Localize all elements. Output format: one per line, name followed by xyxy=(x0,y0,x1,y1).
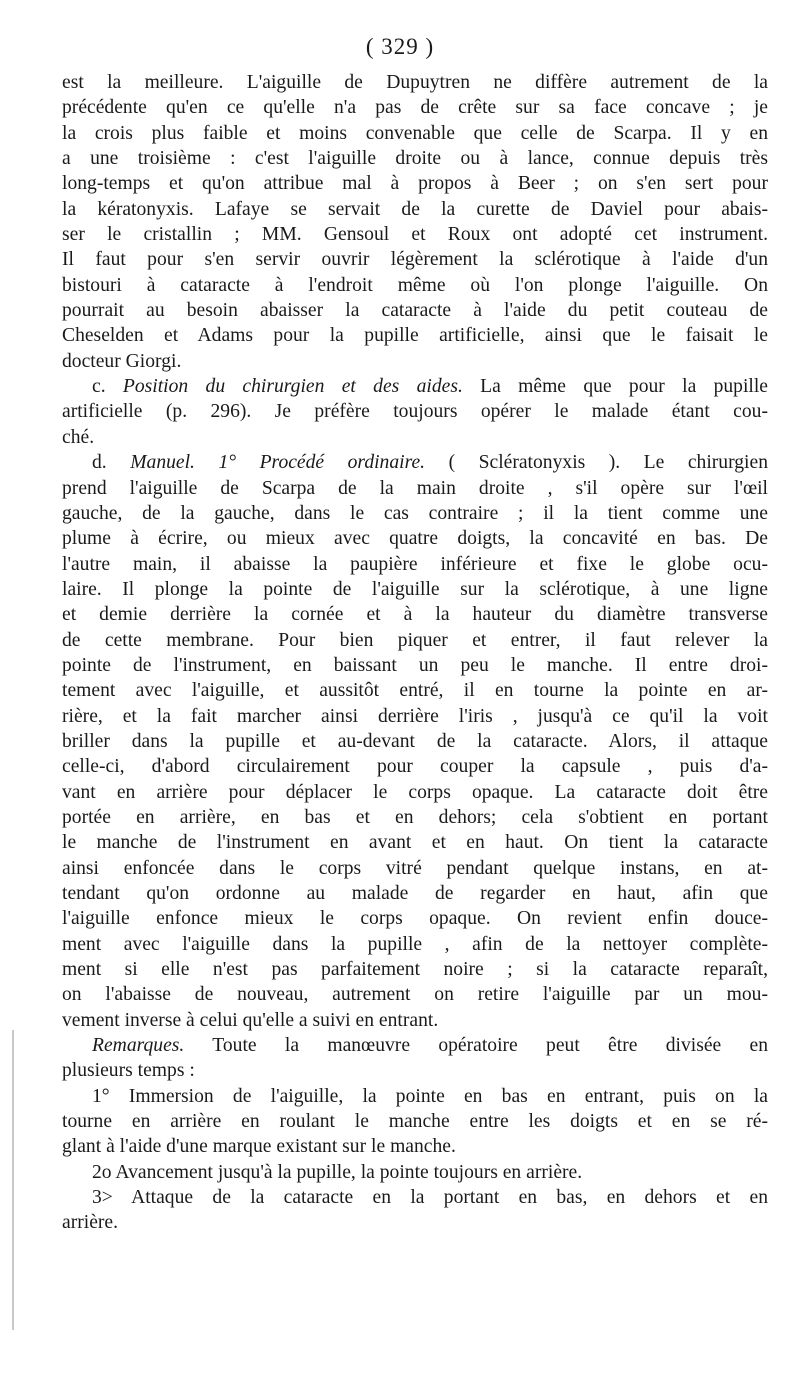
text-line: ainsi enfoncée dans le corps vitré pendant quelque instans, en at- xyxy=(62,857,768,879)
text-line: arrière. xyxy=(62,1212,119,1234)
text-line: l'aiguille enfonce mieux le corps opaque. On revient enfin douce- xyxy=(62,908,768,930)
text-line: pourrait au besoin abaisser la cataracte à l'aide du petit couteau de xyxy=(62,300,768,322)
text-line: la crois plus faible et moins convenable que celle de Scarpa. Il y en xyxy=(62,122,768,144)
section-letter: c. xyxy=(92,376,123,398)
text-line: docteur Giorgi. xyxy=(62,350,182,372)
section-letter: d. xyxy=(92,452,131,474)
text-line: vement inverse à celui qu'elle a suivi en entrant. xyxy=(62,1009,439,1031)
page-body xyxy=(62,70,768,1236)
text-line: et demie derrière la cornée et à la hauteur du diamètre transverse xyxy=(62,604,768,626)
section-heading: Manuel. 1° Procédé ordinaire. xyxy=(130,452,426,474)
text-line: gauche, de la gauche, dans le cas contraire ; il la tient comme une xyxy=(62,502,768,524)
text-line: rière, et la fait marcher ainsi derrière l'iris , jusqu'à ce qu'il la voit xyxy=(62,705,768,727)
text-line: Cheselden et Adams pour la pupille artificielle, ainsi que le faisait le xyxy=(62,325,768,347)
text-line: plusieurs temps : xyxy=(62,1060,195,1082)
binding-shadow-line xyxy=(12,1030,14,1330)
text-line: glant à l'aide d'une marque existant sur le manche. xyxy=(62,1136,456,1158)
text-line: tement avec l'aiguille, et aussitôt entré, il en tourne la pointe en ar- xyxy=(62,680,768,702)
text-line: le manche de l'instrument en avant et en haut. On tient la cataracte xyxy=(62,832,768,854)
paragraph-step-1 xyxy=(62,1084,768,1160)
text-span: Toute la manœuvre opératoire peut être divisée en xyxy=(184,1035,768,1057)
paragraph-manuel xyxy=(62,450,768,1033)
text-line: long-temps et qu'on attribue mal à propos à Beer ; on s'en sert pour xyxy=(62,173,768,195)
text-line: ser le cristallin ; MM. Gensoul et Roux ont adopté cet instrument. xyxy=(62,224,768,246)
text-line: ché. xyxy=(62,426,95,448)
text-line: la kératonyxis. Lafaye se servait de la curette de Daviel pour abais- xyxy=(62,198,768,220)
text-line: a une troisième : c'est l'aiguille droite ou à lance, connue depuis très xyxy=(62,148,768,170)
text-span: ( Sclératonyxis ). Le chirurgien xyxy=(425,452,768,474)
text-line: portée en arrière, en bas et en dehors; cela s'obtient en portant xyxy=(62,806,768,828)
text-line: prend l'aiguille de Scarpa de la main droite , s'il opère sur l'œil xyxy=(62,477,768,499)
section-heading: Remarques. xyxy=(92,1035,185,1057)
text-line: précédente qu'en ce qu'elle n'a pas de crête sur sa face concave ; je xyxy=(62,97,768,119)
text-line: tourne en arrière en roulant le manche entre les doigts et en se ré- xyxy=(62,1111,768,1133)
paragraph-remarques xyxy=(62,1033,768,1084)
paragraph-step-3 xyxy=(62,1185,768,1236)
text-line: vant en arrière pour déplacer le corps opaque. La cataracte doit être xyxy=(62,781,768,803)
paragraph-1 xyxy=(62,70,768,374)
text-line: artificielle (p. 296). Je préfère toujours opérer le malade étant cou- xyxy=(62,401,768,423)
text-line: on l'abaisse de nouveau, autrement on retire l'aiguille par un mou- xyxy=(62,984,768,1006)
text-line: 2o Avancement jusqu'à la pupille, la pointe toujours en arrière. xyxy=(92,1161,583,1183)
text-line: l'autre main, il abaisse la paupière inférieure et fixe le globe ocu- xyxy=(62,553,768,575)
text-line xyxy=(62,1033,768,1058)
text-line: laire. Il plonge la pointe de l'aiguille sur la sclérotique, à une ligne xyxy=(62,578,768,600)
text-line: de cette membrane. Pour bien piquer et entrer, il faut relever la xyxy=(62,629,768,651)
text-line: bistouri à cataracte à l'endroit même où l'on plonge l'aiguille. On xyxy=(62,274,768,296)
text-span: La même que pour la pupille xyxy=(462,376,768,398)
text-line: pointe de l'instrument, en baissant un peu le manche. Il entre droi- xyxy=(62,654,768,676)
text-line xyxy=(62,374,768,399)
text-line: 1° Immersion de l'aiguille, la pointe en bas en entrant, puis on la xyxy=(92,1085,768,1107)
text-line: tendant qu'on ordonne au malade de regarder en haut, afin que xyxy=(62,883,768,904)
text-line: Il faut pour s'en servir ouvrir légèrement la sclérotique à l'aide d'un xyxy=(62,249,768,271)
text-line: est la meilleure. L'aiguille de Dupuytren ne diffère autrement de la xyxy=(62,72,768,93)
text-line: ment avec l'aiguille dans la pupille , afin de la nettoyer complète- xyxy=(62,933,768,955)
text-line: plume à écrire, ou mieux avec quatre doigts, la concavité en bas. De xyxy=(62,528,768,550)
text-line xyxy=(62,450,768,475)
paragraph-step-2 xyxy=(62,1160,768,1185)
section-heading: Position du chirurgien et des aides. xyxy=(122,376,463,398)
text-line: ment si elle n'est pas parfaitement noire ; si la cataracte reparaît, xyxy=(62,959,768,981)
paragraph-position xyxy=(62,374,768,450)
text-line: briller dans la pupille et au-devant de la cataracte. Alors, il attaque xyxy=(62,730,768,752)
text-line: 3> Attaque de la cataracte en la portant en bas, en dehors et en xyxy=(92,1187,768,1209)
text-line: celle-ci, d'abord circulairement pour couper la capsule , puis d'a- xyxy=(62,756,768,778)
page-number: ( 329 ) xyxy=(365,34,435,59)
